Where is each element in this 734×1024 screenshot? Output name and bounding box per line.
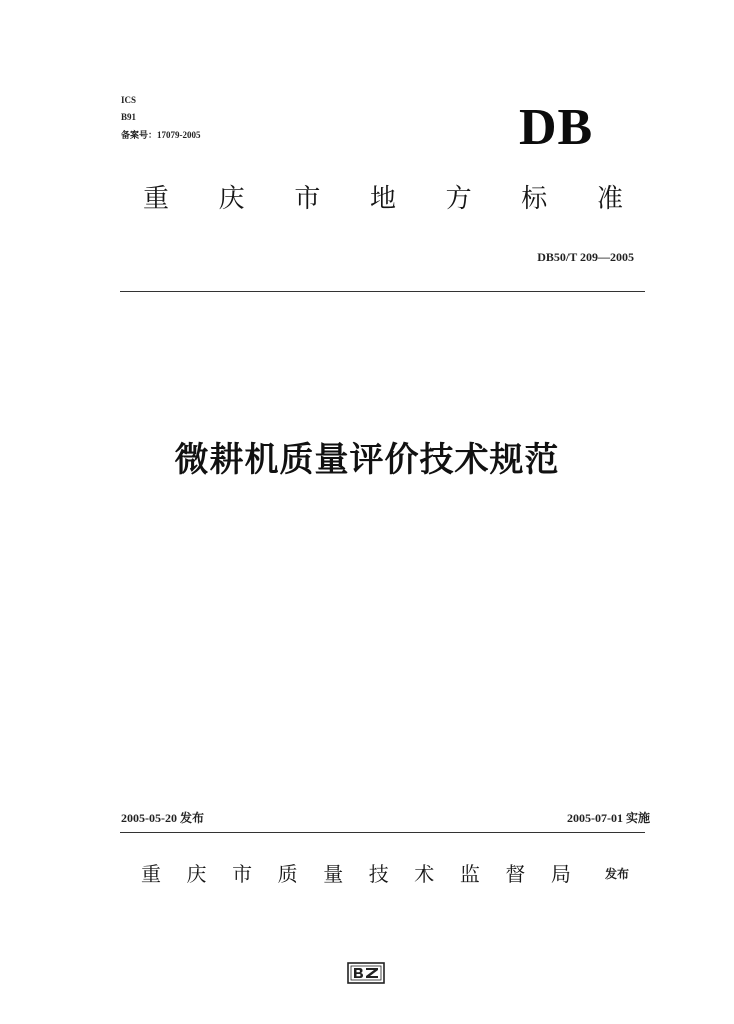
issuer-name — [141, 860, 571, 888]
classification-code: B91 — [121, 112, 137, 122]
top-divider — [120, 291, 645, 292]
issuer-publish-label: 发布 — [604, 867, 629, 881]
standard-type-char: 重 — [143, 184, 170, 214]
issuer-char: 监 — [459, 862, 480, 886]
standard-type-char: 市 — [294, 184, 321, 214]
filing-number: 备案号：17079-2005 — [121, 130, 201, 140]
standard-type-char: 标 — [521, 184, 548, 214]
bz-logo-icon — [347, 962, 385, 984]
standard-type-char: 准 — [596, 184, 623, 214]
db-standard-mark: DB — [519, 99, 594, 156]
standard-type-char: 庆 — [218, 184, 245, 214]
bottom-divider — [120, 832, 645, 833]
standard-number: DB50/T 209—2005 — [537, 250, 634, 264]
issuer-char: 质 — [277, 862, 298, 886]
issuer-char: 局 — [550, 862, 571, 886]
issuer-char: 量 — [323, 862, 344, 886]
implementation-date: 2005-07-01 实施 — [567, 811, 650, 825]
issue-date: 2005-05-20 发布 — [121, 811, 204, 825]
standard-type-heading — [143, 183, 623, 215]
issuer-char: 市 — [232, 862, 253, 886]
standard-type-char: 方 — [445, 184, 472, 214]
standard-type-char: 地 — [369, 184, 396, 214]
issuer-line — [141, 860, 629, 888]
issuer-char: 督 — [505, 862, 526, 886]
issuer-char: 技 — [368, 862, 389, 886]
ics-code: ICS — [121, 95, 137, 105]
issuer-char: 庆 — [186, 862, 207, 886]
document-title: 微耕机质量评价技术规范 — [174, 440, 560, 480]
issuer-char: 重 — [141, 862, 161, 886]
issuer-char: 术 — [414, 862, 435, 886]
